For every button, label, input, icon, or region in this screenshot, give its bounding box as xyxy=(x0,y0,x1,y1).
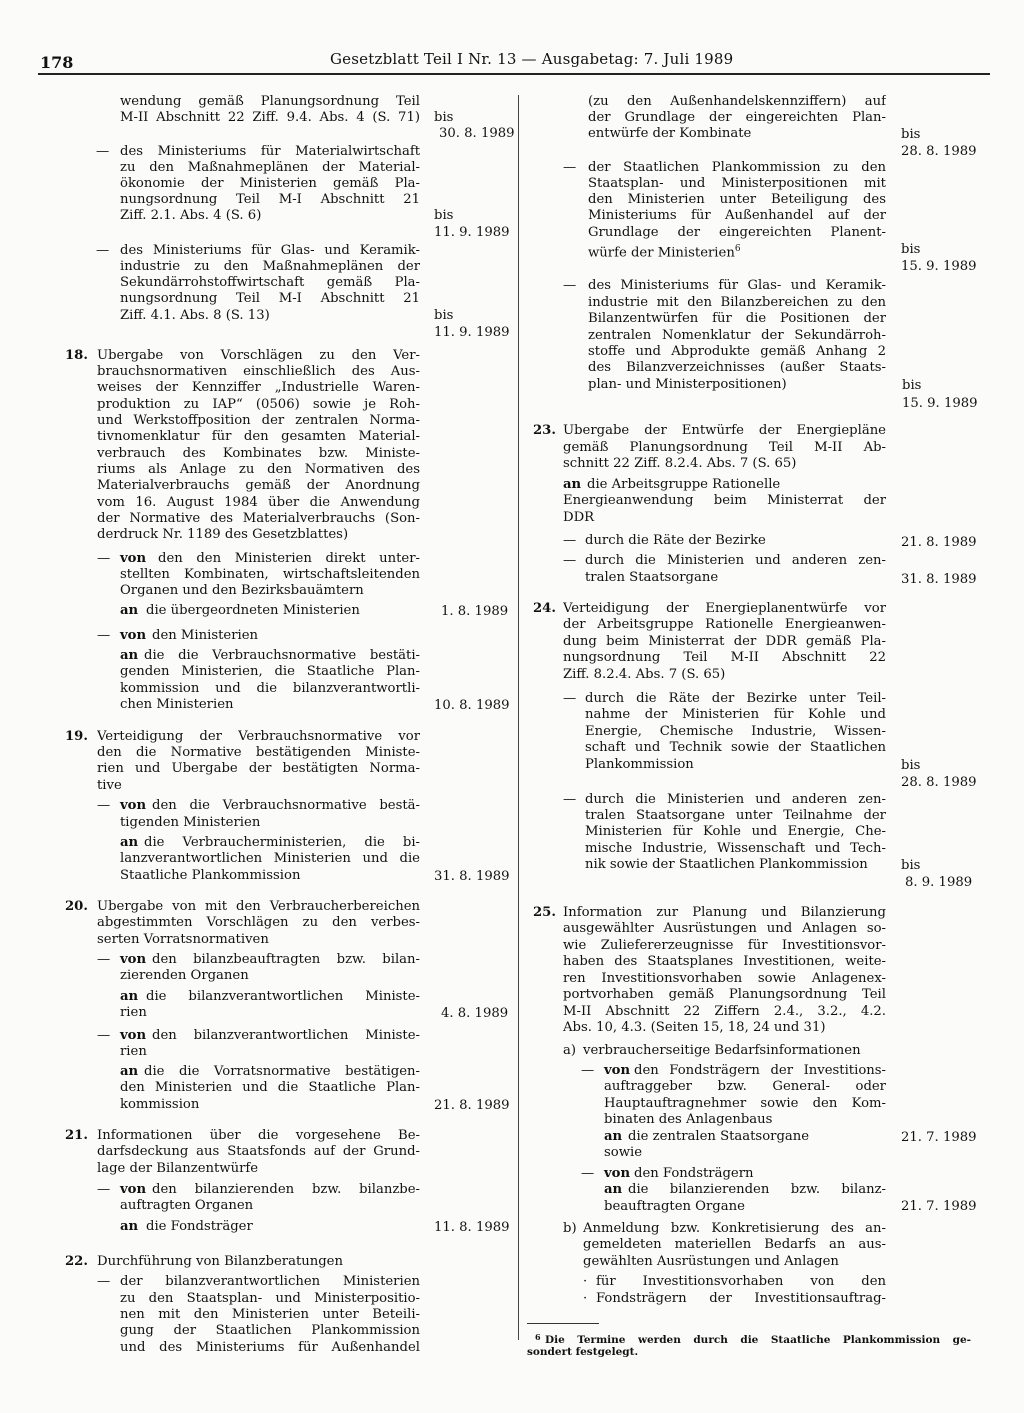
text-line: Information zur Planung und Bilanzierung xyxy=(563,905,886,920)
deadline-date: 15. 9. 1989 xyxy=(901,259,977,274)
text-line: ausgewählter Ausrüstungen und Anlagen so- xyxy=(563,921,886,936)
text-line: portvorhaben gemäß Planungsordnung Teil xyxy=(563,987,886,1002)
text-line: Grundlage der eingereichten Planent- xyxy=(588,225,886,240)
deadline-bis: bis xyxy=(901,242,921,257)
deadline-date: 1. 8. 1989 xyxy=(441,604,509,619)
item-number: 18. xyxy=(65,348,88,363)
text-line: M-II Abschnitt 22 Ziff. 9.4. Abs. 4 (S. 71) xyxy=(120,110,420,125)
item-number: 23. xyxy=(533,423,556,438)
keyword-an: an xyxy=(120,989,139,1004)
deadline-date: 11. 9. 1989 xyxy=(434,325,510,340)
text-line: rien und Übergabe der bestätigten Norma- xyxy=(97,761,420,776)
text-line: tivnomenklatur für den gesamten Material- xyxy=(97,429,420,444)
text-line: Energie, Chemische Industrie, Wissen- xyxy=(585,724,886,739)
text-line: Energieanwendung beim Ministerrat der xyxy=(563,493,886,508)
text-line: ökonomie der Ministerien gemäß Pla- xyxy=(120,176,420,191)
keyword-an: an xyxy=(563,477,582,492)
text-line: vom 16. August 1984 über die Anwendung xyxy=(97,495,420,510)
dash-bullet: — xyxy=(563,160,577,175)
item-number: 21. xyxy=(65,1128,88,1143)
text-line: Informationen über die vorgesehene Be- xyxy=(97,1128,420,1143)
text-line: (zu den Außenhandelskennziffern) auf xyxy=(588,94,886,109)
deadline-date: 21. 8. 1989 xyxy=(901,535,977,550)
deadline-date: 10. 8. 1989 xyxy=(434,698,510,713)
text-line: Staatliche Plankommission xyxy=(120,868,301,883)
text-line: Ziff. 8.2.4. Abs. 7 (S. 65) xyxy=(563,667,726,682)
text-line: industrie zu den Maßnahmeplänen der xyxy=(120,259,420,274)
deadline-bis: bis xyxy=(434,110,454,125)
dash-bullet: — xyxy=(96,144,110,159)
text-line: den bilanzverantwortlichen Ministe- xyxy=(152,1028,420,1043)
deadline-date: 15. 9. 1989 xyxy=(902,396,978,411)
text-line: nungsordnung Teil M-I Abschnitt 21 xyxy=(120,291,420,306)
deadline-date: 30. 8. 1989 xyxy=(439,126,515,141)
bullet-mark: · xyxy=(583,1274,588,1289)
text-line: nen mit den Ministerien unter Beteili- xyxy=(120,1307,420,1322)
deadline-date: 28. 8. 1989 xyxy=(901,775,977,790)
deadline-bis: bis xyxy=(901,758,921,773)
text-line: die Fondsträger xyxy=(146,1219,253,1234)
footnote-line: Die Termine werden durch die Staatliche Plankommission ge- xyxy=(545,1334,971,1346)
text-line: entwürfe der Kombinate xyxy=(588,126,752,141)
text-line: abgestimmten Vorschlägen zu den verbes- xyxy=(97,915,420,930)
text-line: den Fondsträgern der Investitions- xyxy=(634,1063,886,1078)
dash-bullet: — xyxy=(97,952,111,967)
deadline-bis: bis xyxy=(434,308,454,323)
text-line: die die Vorratsnormative bestätigen- xyxy=(144,1064,420,1079)
keyword-von: von xyxy=(604,1063,631,1078)
text-line: schaft und Technik sowie der Staatlichen xyxy=(585,740,886,755)
dash-bullet: — xyxy=(563,553,577,568)
text-line: tive xyxy=(97,778,122,793)
item-number: 19. xyxy=(65,729,88,744)
dash-bullet: — xyxy=(97,1274,111,1289)
text-line: Anmeldung bzw. Konkretisierung des an- xyxy=(583,1221,886,1236)
dash-bullet: — xyxy=(563,792,577,807)
text-line: den die Verbrauchsnormative bestä- xyxy=(152,798,420,813)
text-line xyxy=(588,241,741,261)
page-number: 178 xyxy=(40,53,74,72)
text-line: Übergabe von mit den Verbraucherbereichen xyxy=(97,899,420,914)
text-line: des Ministeriums für Materialwirtschaft xyxy=(120,144,420,159)
text-line: und des Ministeriums für Außenhandel xyxy=(120,1340,420,1355)
keyword-an: an xyxy=(604,1129,623,1144)
text-line: durch die Ministerien und anderen zen- xyxy=(585,792,886,807)
dash-bullet: — xyxy=(97,1028,111,1043)
item-number: 25. xyxy=(533,905,556,920)
text-line: brauchsnormativen einschließlich des Aus- xyxy=(97,364,420,379)
column-divider xyxy=(518,95,519,1340)
footnote-line: sondert festgelegt. xyxy=(527,1346,639,1358)
dash-bullet: — xyxy=(563,533,577,548)
keyword-an: an xyxy=(120,1219,139,1234)
item-number: 24. xyxy=(533,601,556,616)
text-line: derdruck Nr. 1189 des Gesetzblattes) xyxy=(97,527,349,542)
bullet-mark: · xyxy=(583,1291,588,1306)
text-line: durch die Ministerien und anderen zen- xyxy=(585,553,886,568)
text-line: plan- und Ministerpositionen) xyxy=(588,377,787,392)
text-run: würfe der Ministerien xyxy=(588,245,735,261)
deadline-date: 31. 8. 1989 xyxy=(901,572,977,587)
deadline-bis: bis xyxy=(902,378,922,393)
deadline-date: 8. 9. 1989 xyxy=(905,875,973,890)
text-line: Organen und den Bezirksbauämtern xyxy=(120,583,364,598)
text-line: gung der Staatlichen Plankommission xyxy=(120,1323,420,1338)
deadline-date: 21. 7. 1989 xyxy=(901,1199,977,1214)
text-line: die Verbraucherministerien, die bi- xyxy=(144,835,420,850)
text-line: die bilanzverantwortlichen Ministe- xyxy=(146,989,420,1004)
text-line: den Ministerien und die Staatliche Plan- xyxy=(120,1080,420,1095)
text-line: darfsdeckung aus Staatsfonds auf der Grund- xyxy=(97,1144,420,1159)
text-line: des Bilanzverzeichnisses (außer Staats- xyxy=(588,360,886,375)
text-line: Abs. 10, 4.3. (Seiten 15, 18, 24 und 31) xyxy=(563,1020,826,1035)
keyword-an: an xyxy=(120,835,139,850)
text-line: nungsordnung Teil M-I Abschnitt 21 xyxy=(120,192,420,207)
text-line: tigenden Ministerien xyxy=(120,815,261,830)
text-line: den Fondsträgern xyxy=(634,1166,754,1181)
text-line: kommission xyxy=(120,1097,200,1112)
footnote-ref: 6 xyxy=(734,244,741,254)
text-line: nik sowie der Staatlichen Plankommission xyxy=(585,857,868,872)
text-line: den Ministerien unter Beteiligung des xyxy=(588,192,886,207)
text-line: riums als Anlage zu den Normativen des xyxy=(97,462,420,477)
text-line: und Werkstoffposition der zentralen Norma- xyxy=(97,413,420,428)
text-line: den den Ministerien direkt unter- xyxy=(158,551,420,566)
text-line: weises der Kennziffer „Industrielle Waren- xyxy=(97,380,420,395)
keyword-von: von xyxy=(120,798,147,813)
text-line: dung beim Ministerrat der DDR gemäß Pla- xyxy=(563,634,886,649)
text-line: Plankommission xyxy=(585,757,694,772)
deadline-bis: bis xyxy=(901,858,921,873)
text-line: ren Investitionsvorhaben sowie Anlagenex- xyxy=(563,971,886,986)
text-line: Sekundärrohstoffwirtschaft gemäß Pla- xyxy=(120,275,420,290)
text-line: haben des Staatsplanes Investitionen, weite- xyxy=(563,954,886,969)
dash-bullet: — xyxy=(563,278,577,293)
deadline-date: 31. 8. 1989 xyxy=(434,869,510,884)
deadline-date: 21. 7. 1989 xyxy=(901,1130,977,1145)
text-line: verbrauch des Kombinates bzw. Ministe- xyxy=(97,446,420,461)
keyword-an: an xyxy=(120,603,139,618)
text-line: die übergeordneten Ministerien xyxy=(146,603,360,618)
text-line: Ministerien für Kohle und Energie, Che- xyxy=(585,824,886,839)
footnote-rule xyxy=(527,1323,599,1324)
list-label: a) xyxy=(563,1043,577,1058)
text-line: rien xyxy=(120,1044,147,1059)
keyword-an: an xyxy=(120,648,139,663)
text-line: Übergabe der Entwürfe der Energiepläne xyxy=(563,423,886,438)
text-line: der bilanzverantwortlichen Ministerien xyxy=(120,1274,420,1289)
text-line: Bilanzentwürfen für die Positionen der xyxy=(588,311,886,326)
keyword-von: von xyxy=(120,628,147,643)
text-line: für Investitionsvorhaben von den xyxy=(596,1274,886,1289)
text-line: genden Ministerien, die Staatliche Plan- xyxy=(120,664,420,679)
text-line: der Grundlage der eingereichten Plan- xyxy=(588,110,886,125)
text-line: beauftragten Organe xyxy=(604,1199,745,1214)
text-line: der Staatlichen Plankommission zu den xyxy=(588,160,886,175)
text-line: tralen Staatsorgane xyxy=(585,570,719,585)
text-line: Ziff. 4.1. Abs. 8 (S. 13) xyxy=(120,308,270,323)
text-line: gewählten Ausrüstungen und Anlagen xyxy=(583,1254,839,1269)
deadline-date: 11. 8. 1989 xyxy=(434,1220,510,1235)
text-line: die zentralen Staatsorgane xyxy=(628,1129,810,1144)
text-line: den bilanzierenden bzw. bilanzbe- xyxy=(152,1182,420,1197)
keyword-von: von xyxy=(120,551,147,566)
text-line: tralen Staatsorgane unter Teilnahme der xyxy=(585,808,886,823)
text-line: lage der Bilanzentwürfe xyxy=(97,1161,259,1176)
deadline-date: 11. 9. 1989 xyxy=(434,225,510,240)
text-line: Ziff. 2.1. Abs. 4 (S. 6) xyxy=(120,208,262,223)
text-line: M-II Abschnitt 22 Ziffern 2.4., 3.2., 4.2. xyxy=(563,1004,886,1019)
text-line: des Ministeriums für Glas- und Keramik- xyxy=(588,278,886,293)
text-line: serten Vorratsnormativen xyxy=(97,932,269,947)
text-line: zu den Maßnahmeplänen der Material- xyxy=(120,160,420,175)
text-line: Verteidigung der Verbrauchsnormative vor xyxy=(97,729,420,744)
text-line: die bilanzierenden bzw. bilanz- xyxy=(628,1182,886,1197)
text-line: Staatsplan- und Ministerpositionen mit xyxy=(588,176,886,191)
text-line: Ministeriums für Außenhandel auf der xyxy=(588,208,886,223)
text-line: gemeldeten materiellen Bedarfs an aus- xyxy=(583,1237,886,1252)
keyword-an: an xyxy=(120,1064,139,1079)
text-line: Durchführung von Bilanzberatungen xyxy=(97,1254,343,1269)
text-line: den die Normative bestätigenden Ministe- xyxy=(97,745,420,760)
text-line: des Ministeriums für Glas- und Keramik- xyxy=(120,243,420,258)
page-header-title: Gesetzblatt Teil I Nr. 13 — Ausgabetag: 7. Juli 1989 xyxy=(330,50,734,68)
text-line: industrie mit den Bilanzbereichen zu den xyxy=(588,295,886,310)
text-line: auftragten Organen xyxy=(120,1198,254,1213)
dash-bullet: — xyxy=(97,551,111,566)
item-number: 20. xyxy=(65,899,88,914)
text-line: stoffe und Abprodukte gemäß Anhang 2 xyxy=(588,344,886,359)
text-line: wie Zuliefererzeugnisse für Investitionsvor- xyxy=(563,938,886,953)
text-line: zu den Staatsplan- und Ministerpositio- xyxy=(120,1291,420,1306)
deadline-date: 4. 8. 1989 xyxy=(441,1006,509,1021)
text-line: Hauptauftragnehmer sowie den Kom- xyxy=(604,1096,886,1111)
dash-bullet: — xyxy=(563,691,577,706)
deadline-date: 28. 8. 1989 xyxy=(901,144,977,159)
keyword-an: an xyxy=(604,1182,623,1197)
text-line: durch die Räte der Bezirke xyxy=(585,533,766,548)
text-line: wendung gemäß Planungsordnung Teil xyxy=(120,94,420,109)
text-line: den bilanzbeauftragten bzw. bilan- xyxy=(152,952,420,967)
text-line: die Arbeitsgruppe Rationelle xyxy=(587,477,781,492)
deadline-bis: bis xyxy=(901,127,921,142)
text-line: binaten des Anlagenbaus xyxy=(604,1112,773,1127)
text-line: stellten Kombinaten, wirtschaftsleitenden xyxy=(120,567,420,582)
keyword-von: von xyxy=(120,952,147,967)
dash-bullet: — xyxy=(97,798,111,813)
dash-bullet: — xyxy=(97,628,111,643)
text-line: mische Industrie, Wissenschaft und Tech- xyxy=(585,841,886,856)
text-line: zierenden Organen xyxy=(120,968,249,983)
text-line: Übergabe von Vorschlägen zu den Ver- xyxy=(97,348,420,363)
item-number: 22. xyxy=(65,1254,88,1269)
text-line: rien xyxy=(120,1005,147,1020)
dash-bullet: — xyxy=(96,243,110,258)
deadline-bis: bis xyxy=(434,208,454,223)
text-line: Fondsträgern der Investitionsauftrag- xyxy=(596,1291,886,1306)
text-line: nungsordnung Teil M-II Abschnitt 22 xyxy=(563,650,886,665)
text-line: produktion zu IAP“ (0506) sowie je Roh- xyxy=(97,397,420,412)
keyword-von: von xyxy=(120,1182,147,1197)
text-line: sowie xyxy=(604,1145,643,1160)
text-line: auftraggeber bzw. General- oder xyxy=(604,1079,886,1094)
text-line: Verteidigung der Energieplanentwürfe vor xyxy=(563,601,886,616)
text-line: gemäß Planungsordnung Teil M-II Ab- xyxy=(563,440,886,455)
text-line: durch die Räte der Bezirke unter Teil- xyxy=(585,691,886,706)
text-line: der Arbeitsgruppe Rationelle Energieanwen- xyxy=(563,617,886,632)
dash-bullet: — xyxy=(97,1182,111,1197)
keyword-von: von xyxy=(604,1166,631,1181)
text-line: die die Verbrauchsnormative bestäti- xyxy=(144,648,420,663)
dash-bullet: — xyxy=(581,1063,595,1078)
deadline-date: 21. 8. 1989 xyxy=(434,1098,510,1113)
text-line: verbraucherseitige Bedarfsinformationen xyxy=(583,1043,861,1058)
footnote-number: 6 xyxy=(535,1332,541,1342)
text-line: nahme der Ministerien für Kohle und xyxy=(585,707,886,722)
text-line: lanzverantwortlichen Ministerien und die xyxy=(120,851,420,866)
keyword-von: von xyxy=(120,1028,147,1043)
dash-bullet: — xyxy=(581,1166,595,1181)
text-line: zentralen Nomenklatur der Sekundärroh- xyxy=(588,328,886,343)
text-line: DDR xyxy=(563,510,595,525)
header-rule xyxy=(38,73,990,75)
text-line: kommission und die bilanzverantwortli- xyxy=(120,681,420,696)
text-line: Materialverbrauchs gemäß der Anordnung xyxy=(97,478,420,493)
text-line: chen Ministerien xyxy=(120,697,234,712)
list-label: b) xyxy=(563,1221,577,1236)
text-line: schnitt 22 Ziff. 8.2.4. Abs. 7 (S. 65) xyxy=(563,456,797,471)
text-line: den Ministerien xyxy=(152,628,259,643)
text-line: der Normative des Materialverbrauchs (Son- xyxy=(97,511,420,526)
